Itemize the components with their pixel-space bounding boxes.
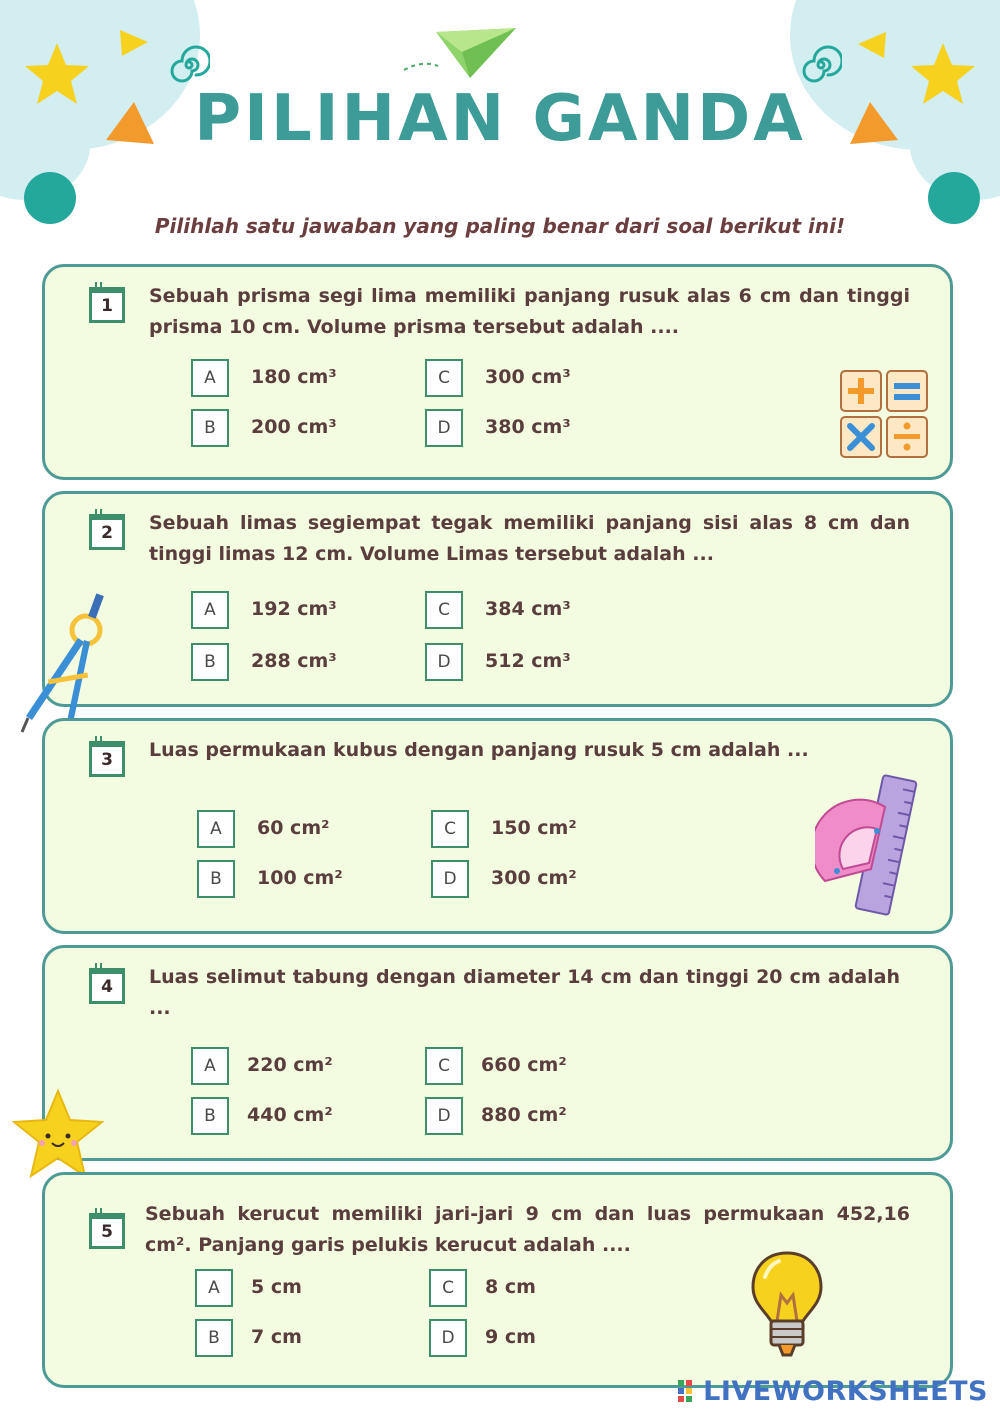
option-text: 660 cm² <box>481 1054 567 1076</box>
option-text: 100 cm² <box>257 867 343 889</box>
smiling-star-icon <box>12 1088 104 1180</box>
option-letter[interactable]: B <box>191 409 229 447</box>
option-letter[interactable]: D <box>425 409 463 447</box>
instruction-text: Pilihlah satu jawaban yang paling benar dari soal berikut ini! <box>154 214 846 238</box>
question-number-badge: 2 <box>89 514 125 550</box>
paper-plane-icon <box>400 22 520 82</box>
option-text: 192 cm³ <box>251 598 337 620</box>
option-letter[interactable]: B <box>191 643 229 681</box>
question-card-2 <box>42 491 953 707</box>
brand-text: LIVEWORKSHEETS <box>703 1376 988 1407</box>
triangle-icon <box>856 30 888 62</box>
option-text: 150 cm² <box>491 817 577 839</box>
option-letter[interactable]: C <box>425 591 463 629</box>
option-text: 180 cm³ <box>251 366 337 388</box>
option-letter[interactable]: C <box>429 1269 467 1307</box>
triangle-icon <box>118 28 150 60</box>
option-letter[interactable]: A <box>197 810 235 848</box>
page-title: PILIHAN GANDA <box>194 82 806 156</box>
question-number-badge: 1 <box>89 287 125 323</box>
liveworksheets-mark-icon <box>678 1380 700 1402</box>
question-card-1 <box>42 264 953 480</box>
ruler-protractor-icon <box>815 773 925 918</box>
option-letter[interactable]: A <box>195 1269 233 1307</box>
question-text: Sebuah limas segiempat tegak memiliki panjang sisi alas 8 cm dan tinggi limas 12 cm. Volume Limas tersebut adalah ... <box>149 512 910 565</box>
option-text: 300 cm³ <box>485 366 571 388</box>
question-text: Luas permukaan kubus dengan panjang rusuk 5 cm adalah ... <box>149 739 809 761</box>
option-letter[interactable]: D <box>425 643 463 681</box>
option-text: 220 cm² <box>247 1054 333 1076</box>
question-card-5 <box>42 1172 953 1388</box>
question-number-badge: 4 <box>89 968 125 1004</box>
question-text: Sebuah kerucut memiliki jari-jari 9 cm dan luas permukaan 452,16 cm². Panjang garis pelukis kerucut adalah .... <box>145 1203 910 1256</box>
option-text: 7 cm <box>251 1326 302 1348</box>
option-text: 512 cm³ <box>485 650 571 672</box>
option-letter[interactable]: D <box>425 1097 463 1135</box>
option-text: 384 cm³ <box>485 598 571 620</box>
question-card-3 <box>42 718 953 934</box>
option-text: 60 cm² <box>257 817 330 839</box>
light-bulb-icon <box>747 1249 827 1361</box>
question-number-badge: 3 <box>89 741 125 777</box>
option-letter[interactable]: B <box>197 860 235 898</box>
question-text: Luas selimut tabung dengan diameter 14 cm dan tinggi 20 cm adalah ... <box>149 966 900 1019</box>
option-text: 440 cm² <box>247 1104 333 1126</box>
spiral-icon <box>168 44 210 86</box>
option-letter[interactable]: C <box>425 359 463 397</box>
option-text: 5 cm <box>251 1276 302 1298</box>
option-letter[interactable]: D <box>431 860 469 898</box>
liveworksheets-logo <box>678 1376 988 1406</box>
math-operators-icon <box>839 369 931 461</box>
option-text: 880 cm² <box>481 1104 567 1126</box>
option-letter[interactable]: B <box>191 1097 229 1135</box>
option-letter[interactable]: C <box>431 810 469 848</box>
option-text: 9 cm <box>485 1326 536 1348</box>
option-letter[interactable]: D <box>429 1319 467 1357</box>
option-letter[interactable]: B <box>195 1319 233 1357</box>
option-text: 8 cm <box>485 1276 536 1298</box>
option-letter[interactable]: A <box>191 591 229 629</box>
question-text: Sebuah prisma segi lima memiliki panjang rusuk alas 6 cm dan tinggi prisma 10 cm. Volume prisma tersebut adalah .... <box>149 285 910 338</box>
option-letter[interactable]: C <box>425 1047 463 1085</box>
option-letter[interactable]: A <box>191 359 229 397</box>
option-text: 288 cm³ <box>251 650 337 672</box>
question-number-badge: 5 <box>89 1213 125 1249</box>
option-text: 380 cm³ <box>485 416 571 438</box>
question-card-4 <box>42 945 953 1161</box>
spiral-icon <box>800 44 842 86</box>
option-text: 300 cm² <box>491 867 577 889</box>
option-text: 200 cm³ <box>251 416 337 438</box>
option-letter[interactable]: A <box>191 1047 229 1085</box>
